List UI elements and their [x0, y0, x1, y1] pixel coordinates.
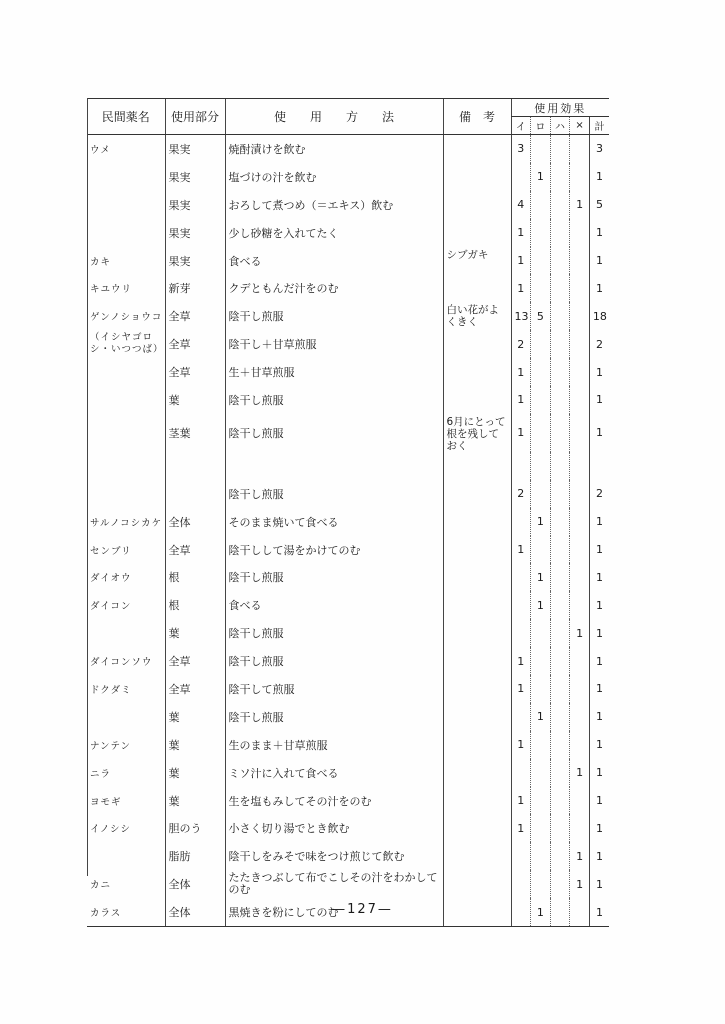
cell-effect-i: 2	[511, 330, 531, 358]
cell-note	[443, 787, 511, 815]
cell-effect-total	[589, 452, 609, 480]
cell-effect-i	[511, 591, 531, 619]
cell-effect-i	[511, 563, 531, 591]
cell-effect-x: 1	[570, 191, 590, 219]
table-row	[87, 619, 609, 647]
cell-effect-total: 3	[589, 135, 609, 163]
table-row	[87, 480, 609, 508]
cell-effect-total: 1	[589, 787, 609, 815]
cell-effect-x	[570, 814, 590, 842]
cell-part: 全草	[165, 358, 225, 386]
cell-effect-ro	[531, 414, 551, 452]
cell-effect-ha	[550, 703, 570, 731]
header-note: 備 考	[443, 99, 511, 135]
cell-effect-i	[511, 842, 531, 870]
cell-part: 根	[165, 563, 225, 591]
cell-note	[443, 731, 511, 759]
cell-note	[443, 870, 511, 898]
cell-effect-total: 1	[589, 508, 609, 536]
cell-name	[87, 358, 165, 386]
cell-effect-ha	[550, 274, 570, 302]
cell-effect-x: 1	[570, 759, 590, 787]
cell-usage: ミソ汁に入れて食べる	[225, 759, 443, 787]
cell-part: 全草	[165, 330, 225, 358]
cell-effect-ha	[550, 247, 570, 275]
cell-usage: 生を塩もみしてその汁をのむ	[225, 787, 443, 815]
cell-name: （イシヤゴロシ・いつつば）	[90, 332, 164, 356]
cell-usage: 食べる	[225, 247, 443, 275]
cell-usage: 陰干し煎服	[225, 647, 443, 675]
cell-effect-i: 1	[511, 647, 531, 675]
cell-effect-total: 18	[589, 302, 609, 330]
table-row	[87, 731, 609, 759]
cell-name: カラス	[87, 898, 165, 926]
cell-effect-total: 1	[589, 647, 609, 675]
cell-effect-x	[570, 591, 590, 619]
cell-effect-x	[570, 647, 590, 675]
cell-effect-ha	[550, 870, 570, 898]
cell-name	[87, 191, 165, 219]
cell-effect-total: 1	[589, 163, 609, 191]
cell-effect-x	[570, 358, 590, 386]
cell-name: ウメ	[90, 144, 111, 156]
cell-name	[87, 480, 165, 508]
table-row	[87, 814, 609, 842]
cell-note	[443, 274, 511, 302]
cell-part: 葉	[165, 386, 225, 414]
cell-effect-ro	[531, 870, 551, 898]
cell-effect-total: 1	[589, 898, 609, 926]
cell-effect-ro: 5	[531, 302, 551, 330]
cell-name: ダイコン	[90, 601, 132, 613]
table-row	[87, 591, 609, 619]
cell-name: ゲンノショウコ	[90, 312, 163, 324]
cell-note	[443, 191, 511, 219]
cell-effect-ha	[550, 135, 570, 163]
header-part: 使用部分	[165, 99, 225, 135]
cell-name: カキ	[90, 256, 112, 268]
cell-effect-total: 2	[589, 330, 609, 358]
header-effect-total: 計	[589, 117, 609, 135]
cell-effect-ro: 1	[531, 703, 551, 731]
cell-effect-ro	[531, 135, 551, 163]
header-name: 民間薬名	[87, 99, 165, 135]
table-row	[87, 787, 609, 815]
cell-effect-total: 1	[589, 358, 609, 386]
cell-note	[443, 358, 511, 386]
cell-name: ニラ	[90, 768, 112, 780]
table-row	[87, 135, 609, 163]
cell-note	[443, 219, 511, 247]
cell-usage: 塩づけの汁を飲む	[225, 163, 443, 191]
table-row	[87, 870, 609, 898]
cell-effect-i: 1	[511, 219, 531, 247]
cell-effect-ha	[550, 386, 570, 414]
cell-part: 新芽	[165, 274, 225, 302]
cell-note	[443, 563, 511, 591]
cell-effect-total: 1	[589, 414, 609, 452]
table-row	[87, 508, 609, 536]
cell-name	[87, 163, 165, 191]
cell-note	[443, 386, 511, 414]
cell-effect-i	[511, 619, 531, 647]
cell-effect-i: 3	[511, 135, 531, 163]
table-row	[87, 842, 609, 870]
cell-part	[165, 452, 225, 480]
cell-note	[443, 163, 511, 191]
cell-effect-total: 2	[589, 480, 609, 508]
cell-effect-x: 1	[570, 619, 590, 647]
cell-effect-total: 1	[589, 619, 609, 647]
cell-name: センブリ	[90, 545, 132, 557]
cell-name	[87, 842, 165, 870]
cell-effect-ro	[531, 842, 551, 870]
cell-effect-ro: 1	[531, 898, 551, 926]
cell-usage: 陰干し煎服	[225, 703, 443, 731]
cell-name: カニ	[90, 880, 112, 892]
cell-usage: 陰干しして湯をかけてのむ	[225, 536, 443, 564]
table-row	[87, 386, 609, 414]
cell-part: 全体	[165, 898, 225, 926]
cell-effect-ha	[550, 842, 570, 870]
cell-part: 葉	[165, 731, 225, 759]
cell-part: 全体	[165, 870, 225, 898]
cell-name	[87, 414, 165, 452]
cell-part: 根	[165, 591, 225, 619]
cell-usage: 生＋甘草煎服	[225, 358, 443, 386]
cell-effect-x: 1	[570, 870, 590, 898]
cell-note	[443, 619, 511, 647]
cell-effect-i: 1	[511, 247, 531, 275]
cell-note	[443, 508, 511, 536]
cell-effect-ha	[550, 675, 570, 703]
cell-effect-ro: 1	[531, 508, 551, 536]
cell-effect-ha	[550, 358, 570, 386]
cell-effect-x	[570, 247, 590, 275]
cell-effect-x	[570, 219, 590, 247]
cell-usage: クデともんだ汁をのむ	[225, 274, 443, 302]
cell-effect-i	[511, 508, 531, 536]
cell-effect-ro	[531, 787, 551, 815]
cell-part: 果実	[165, 135, 225, 163]
cell-usage: 陰干し煎服	[225, 386, 443, 414]
cell-usage: たたきつぶして布でこしその汁をわかしてのむ	[225, 870, 443, 898]
cell-effect-total: 5	[589, 191, 609, 219]
cell-effect-i: 1	[511, 536, 531, 564]
cell-effect-total: 1	[589, 759, 609, 787]
cell-part: 全体	[165, 508, 225, 536]
cell-effect-ro	[531, 759, 551, 787]
cell-usage: 陰干し煎服	[225, 414, 443, 452]
cell-effect-ha	[550, 302, 570, 330]
table-row	[87, 536, 609, 564]
page-number: —127—	[332, 902, 393, 917]
cell-part: 葉	[165, 787, 225, 815]
cell-effect-ha	[550, 536, 570, 564]
cell-usage: 陰干し煎服	[225, 302, 443, 330]
cell-effect-ro	[531, 814, 551, 842]
table-header	[87, 99, 609, 135]
cell-effect-i: 1	[511, 386, 531, 414]
cell-effect-x	[570, 508, 590, 536]
cell-usage: 陰干し＋甘草煎服	[225, 330, 443, 358]
cell-part: 茎葉	[165, 414, 225, 452]
cell-effect-total: 1	[589, 731, 609, 759]
cell-effect-total: 1	[589, 591, 609, 619]
cell-note	[443, 647, 511, 675]
cell-effect-ha	[550, 508, 570, 536]
cell-effect-x: 1	[570, 842, 590, 870]
cell-part: 果実	[165, 247, 225, 275]
cell-effect-ha	[550, 787, 570, 815]
cell-effect-i	[511, 703, 531, 731]
cell-note	[443, 591, 511, 619]
cell-effect-ro: 1	[531, 163, 551, 191]
cell-effect-ha	[550, 480, 570, 508]
cell-name: ナンテン	[90, 740, 132, 752]
table-body	[87, 135, 609, 927]
cell-effect-ha	[550, 163, 570, 191]
cell-name	[87, 619, 165, 647]
cell-effect-ro	[531, 619, 551, 647]
cell-name: ダイコンソウ	[90, 657, 153, 669]
cell-effect-ha	[550, 563, 570, 591]
cell-note	[443, 330, 511, 358]
cell-effect-i	[511, 759, 531, 787]
cell-part: 全草	[165, 647, 225, 675]
cell-name	[87, 386, 165, 414]
table-row	[87, 414, 609, 452]
cell-effect-i	[511, 452, 531, 480]
cell-usage: 焼酎漬けを飲む	[225, 135, 443, 163]
cell-usage: 陰干しをみそで味をつけ煎じて飲む	[225, 842, 443, 870]
cell-effect-ro	[531, 675, 551, 703]
cell-effect-total: 1	[589, 675, 609, 703]
cell-effect-total: 1	[589, 870, 609, 898]
cell-effect-ro	[531, 480, 551, 508]
cell-effect-ha	[550, 647, 570, 675]
cell-effect-i: 1	[511, 814, 531, 842]
cell-effect-ro	[531, 731, 551, 759]
cell-name	[87, 703, 165, 731]
cell-effect-ha	[550, 191, 570, 219]
table-row	[87, 247, 609, 275]
cell-name	[87, 219, 165, 247]
table-left-border	[87, 98, 88, 876]
cell-effect-ha	[550, 814, 570, 842]
cell-effect-x	[570, 163, 590, 191]
cell-effect-i: 1	[511, 787, 531, 815]
cell-effect-total: 1	[589, 247, 609, 275]
cell-effect-ro: 1	[531, 563, 551, 591]
header-usage: 使 用 方 法	[225, 99, 443, 135]
cell-name: ダイオウ	[90, 573, 132, 585]
cell-effect-ro	[531, 274, 551, 302]
cell-effect-total: 1	[589, 563, 609, 591]
cell-note	[443, 536, 511, 564]
cell-part: 全草	[165, 536, 225, 564]
cell-usage: 陰干し煎服	[225, 563, 443, 591]
table-row	[87, 330, 609, 358]
cell-effect-i: 1	[511, 675, 531, 703]
cell-effect-ro	[531, 191, 551, 219]
cell-effect-i: 1	[511, 731, 531, 759]
cell-effect-total: 1	[589, 536, 609, 564]
cell-part: 全草	[165, 302, 225, 330]
cell-usage: 食べる	[225, 591, 443, 619]
cell-effect-x	[570, 135, 590, 163]
cell-effect-total: 1	[589, 703, 609, 731]
cell-note: 白い花がよくきく	[443, 302, 511, 330]
cell-effect-ha	[550, 219, 570, 247]
cell-effect-ha	[550, 731, 570, 759]
header-effect-x: ×	[570, 117, 590, 135]
cell-effect-total: 1	[589, 842, 609, 870]
cell-name: イノシシ	[90, 824, 131, 836]
cell-part: 果実	[165, 219, 225, 247]
cell-note	[443, 480, 511, 508]
table-row	[87, 191, 609, 219]
cell-part: 脂肪	[165, 842, 225, 870]
table-row	[87, 302, 609, 330]
cell-note	[443, 703, 511, 731]
cell-effect-x	[570, 703, 590, 731]
cell-part: 葉	[165, 759, 225, 787]
cell-effect-ro	[531, 452, 551, 480]
cell-effect-i: 13	[511, 302, 531, 330]
cell-part: 果実	[165, 191, 225, 219]
cell-effect-x	[570, 731, 590, 759]
header-effect-ha: ハ	[550, 117, 570, 135]
cell-effect-x	[570, 386, 590, 414]
table-row	[87, 647, 609, 675]
cell-effect-ha	[550, 452, 570, 480]
cell-usage: 黒焼きを粉にしてのむ	[225, 898, 443, 926]
cell-effect-i: 4	[511, 191, 531, 219]
table-row	[87, 274, 609, 302]
cell-name: ヨモギ	[90, 796, 122, 808]
cell-effect-i: 1	[511, 274, 531, 302]
cell-effect-x	[570, 414, 590, 452]
cell-effect-i: 1	[511, 414, 531, 452]
cell-part: 葉	[165, 703, 225, 731]
cell-effect-ha	[550, 619, 570, 647]
cell-note	[443, 759, 511, 787]
cell-name: キユウリ	[90, 284, 133, 296]
cell-part: 果実	[165, 163, 225, 191]
cell-effect-x	[570, 330, 590, 358]
cell-effect-ha	[550, 330, 570, 358]
cell-effect-x	[570, 480, 590, 508]
cell-part: 葉	[165, 619, 225, 647]
table-row	[87, 452, 609, 480]
cell-effect-x	[570, 452, 590, 480]
cell-effect-ro	[531, 247, 551, 275]
cell-effect-x	[570, 302, 590, 330]
cell-usage: 生のまま＋甘草煎服	[225, 731, 443, 759]
cell-effect-total: 1	[589, 814, 609, 842]
cell-effect-ro: 1	[531, 591, 551, 619]
cell-note	[443, 842, 511, 870]
table-row	[87, 703, 609, 731]
cell-effect-ro	[531, 219, 551, 247]
cell-note	[443, 675, 511, 703]
cell-effect-total: 1	[589, 274, 609, 302]
cell-usage: 陰干し煎服	[225, 480, 443, 508]
cell-effect-ro	[531, 330, 551, 358]
cell-note	[443, 135, 511, 163]
cell-effect-total: 1	[589, 386, 609, 414]
header-effect: 使用効果	[511, 99, 609, 117]
cell-usage: そのまま焼いて食べる	[225, 508, 443, 536]
cell-name: サルノコシカケ	[90, 517, 163, 529]
cell-usage: 陰干し煎服	[225, 619, 443, 647]
cell-usage: 少し砂糖を入れてたく	[225, 219, 443, 247]
cell-effect-i	[511, 163, 531, 191]
table-row	[87, 219, 609, 247]
cell-effect-ha	[550, 414, 570, 452]
cell-effect-i	[511, 870, 531, 898]
table-row	[87, 358, 609, 386]
cell-name: ドクダミ	[90, 684, 132, 696]
cell-effect-x	[570, 536, 590, 564]
cell-effect-ro	[531, 536, 551, 564]
cell-usage	[225, 452, 443, 480]
cell-effect-x	[570, 274, 590, 302]
cell-effect-x	[570, 675, 590, 703]
cell-part	[165, 480, 225, 508]
folk-medicine-table	[87, 98, 609, 927]
cell-effect-i: 2	[511, 480, 531, 508]
cell-effect-x	[570, 563, 590, 591]
cell-part: 全草	[165, 675, 225, 703]
cell-effect-i: 1	[511, 358, 531, 386]
cell-note: 6月にとって根を残しておく	[443, 414, 511, 452]
table-row	[87, 563, 609, 591]
cell-effect-x	[570, 787, 590, 815]
cell-effect-ha	[550, 591, 570, 619]
cell-effect-ha	[550, 759, 570, 787]
cell-usage: 陰干して煎服	[225, 675, 443, 703]
table-row	[87, 675, 609, 703]
table-row	[87, 759, 609, 787]
cell-effect-ro	[531, 647, 551, 675]
header-effect-ro: ロ	[531, 117, 551, 135]
cell-note	[443, 814, 511, 842]
cell-name	[87, 452, 165, 480]
cell-effect-total: 1	[589, 219, 609, 247]
cell-effect-ro	[531, 358, 551, 386]
cell-part: 胆のう	[165, 814, 225, 842]
table-row	[87, 163, 609, 191]
cell-usage: 小さく切り湯でとき飲む	[225, 814, 443, 842]
cell-effect-ro	[531, 386, 551, 414]
cell-note: シブガキ	[443, 247, 511, 275]
cell-usage: おろして煮つめ（＝エキス）飲む	[225, 191, 443, 219]
cell-note	[443, 452, 511, 480]
header-effect-i: イ	[511, 117, 531, 135]
